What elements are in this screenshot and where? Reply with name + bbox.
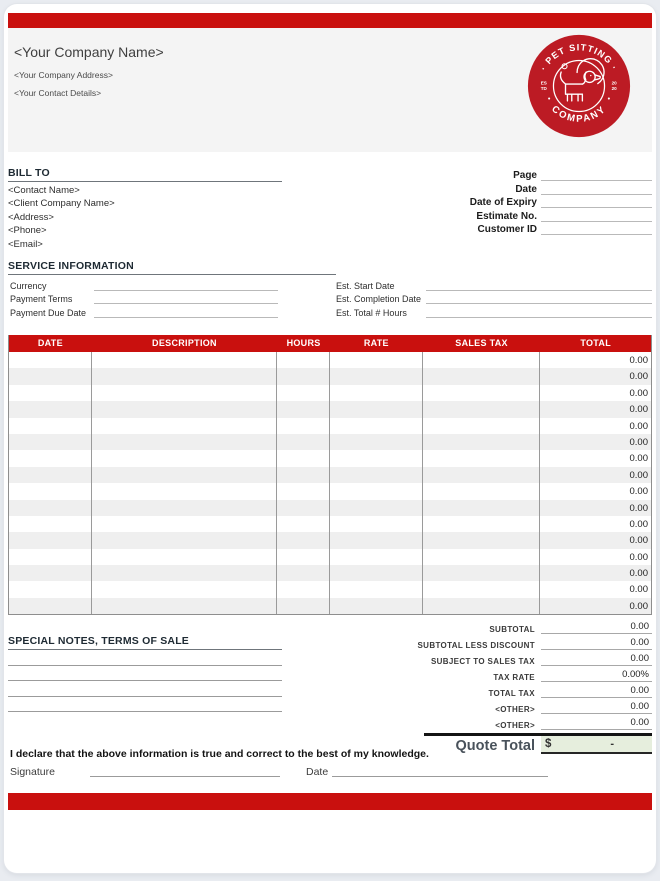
items-table-row [9, 598, 651, 614]
items-table-header-row [9, 335, 651, 352]
totals-value[interactable]: 0.00 [541, 637, 652, 650]
declaration-text: I declare that the above information is true and correct to the best of my knowledge. [10, 748, 429, 760]
totals-label: TOTAL TAX [488, 689, 535, 698]
item-cell-description[interactable] [92, 500, 277, 516]
item-cell-rate[interactable] [330, 385, 423, 401]
service-info-label: Est. Total # Hours [336, 307, 407, 318]
item-cell-date[interactable] [9, 368, 92, 384]
item-cell-date[interactable] [9, 598, 92, 614]
item-cell-description[interactable] [92, 352, 277, 368]
signature-label: Signature [10, 766, 55, 778]
item-cell-hours[interactable] [277, 418, 330, 434]
items-col-header-description: DESCRIPTION [152, 338, 217, 348]
meta-field-row [352, 208, 652, 221]
item-cell-hours[interactable] [277, 598, 330, 614]
item-cell-date[interactable] [9, 352, 92, 368]
item-cell-sales-tax[interactable] [423, 598, 541, 614]
item-cell-total[interactable]: 0.00 [629, 600, 648, 612]
currency-symbol: $ [545, 738, 552, 750]
totals-label: TAX RATE [493, 673, 535, 682]
meta-field-input-line[interactable] [541, 184, 652, 195]
item-cell-total[interactable]: 0.00 [629, 518, 648, 530]
item-cell-date[interactable] [9, 581, 92, 597]
items-col-header-hours: HOURS [286, 338, 321, 348]
item-cell-rate[interactable] [330, 368, 423, 384]
item-cell-sales-tax[interactable] [423, 532, 541, 548]
item-cell-date[interactable] [9, 385, 92, 401]
item-cell-date[interactable] [9, 516, 92, 532]
item-cell-date[interactable] [9, 401, 92, 417]
item-cell-total[interactable]: 0.00 [629, 387, 648, 399]
item-cell-sales-tax[interactable] [423, 450, 541, 466]
quote-total-cell[interactable] [541, 736, 652, 754]
item-cell-total[interactable]: 0.00 [629, 502, 648, 514]
item-cell-description[interactable] [92, 418, 277, 434]
item-cell-rate[interactable] [330, 450, 423, 466]
totals-value[interactable]: 0.00 [541, 653, 652, 666]
meta-field-input-line[interactable] [541, 197, 652, 208]
item-cell-description[interactable] [92, 598, 277, 614]
totals-label: SUBJECT TO SALES TAX [430, 657, 535, 666]
logo-top-text: · PET SITTING · [538, 42, 620, 73]
item-cell-description[interactable] [92, 368, 277, 384]
items-table-row [9, 532, 651, 548]
item-cell-total[interactable]: 0.00 [629, 551, 648, 563]
items-col-header-rate: RATE [363, 338, 389, 348]
special-notes-lines [8, 650, 282, 712]
service-info-label: Est. Completion Date [336, 294, 422, 305]
meta-field-row [352, 181, 652, 194]
item-cell-hours[interactable] [277, 483, 330, 499]
items-col-header-sales-tax: SALES TAX [455, 338, 508, 348]
item-cell-date[interactable] [9, 418, 92, 434]
item-cell-sales-tax[interactable] [423, 483, 541, 499]
service-info-row [8, 291, 282, 305]
service-information-section [8, 260, 652, 318]
line-items-table [8, 335, 652, 615]
item-cell-date[interactable] [9, 483, 92, 499]
top-accent-bar [8, 13, 652, 28]
item-cell-hours[interactable] [277, 581, 330, 597]
company-name: <Your Company Name> [14, 44, 164, 60]
meta-field-label: Customer ID [477, 223, 537, 235]
item-cell-description[interactable] [92, 483, 277, 499]
logo-estd-line1: ES [540, 80, 547, 86]
bill-to-line: <Email> [8, 238, 43, 250]
items-table-row [9, 368, 651, 384]
logo-year-line1: 20 [611, 80, 617, 86]
bill-to-line: <Client Company Name> [8, 198, 115, 210]
item-cell-total[interactable]: 0.00 [629, 404, 648, 416]
items-table-row [9, 385, 651, 401]
notes-blank-line[interactable] [8, 650, 282, 666]
totals-row [338, 698, 652, 714]
item-cell-date[interactable] [9, 467, 92, 483]
items-table-row [9, 467, 651, 483]
service-info-row [334, 304, 652, 318]
item-cell-total[interactable]: 0.00 [629, 535, 648, 547]
item-cell-sales-tax[interactable] [423, 352, 541, 368]
item-cell-hours[interactable] [277, 450, 330, 466]
totals-row [338, 682, 652, 698]
items-table-body [9, 352, 651, 614]
totals-label: SUBTOTAL [489, 625, 535, 634]
service-info-input-line[interactable] [426, 308, 652, 318]
meta-field-input-line[interactable] [541, 170, 652, 181]
item-cell-description[interactable] [92, 565, 277, 581]
item-cell-date[interactable] [9, 434, 92, 450]
service-info-input-line[interactable] [426, 281, 652, 291]
items-table-row [9, 483, 651, 499]
items-table-row [9, 401, 651, 417]
item-cell-total[interactable]: 0.00 [629, 355, 648, 366]
items-col-header-total: TOTAL [580, 338, 612, 348]
item-cell-total[interactable]: 0.00 [629, 568, 648, 580]
logo-dot-right [608, 97, 610, 99]
estimate-document [4, 4, 656, 873]
item-cell-date[interactable] [9, 500, 92, 516]
item-cell-sales-tax[interactable] [423, 368, 541, 384]
item-cell-hours[interactable] [277, 368, 330, 384]
meta-field-row [352, 222, 652, 235]
company-address: <Your Company Address> [14, 70, 113, 80]
totals-rows [338, 618, 652, 730]
signature-row [4, 762, 656, 778]
quote-total-value: - [610, 738, 614, 750]
logo-year-line2: 20 [611, 85, 617, 91]
service-information-title: SERVICE INFORMATION [8, 260, 336, 275]
item-cell-sales-tax[interactable] [423, 467, 541, 483]
item-cell-sales-tax[interactable] [423, 549, 541, 565]
totals-row [338, 714, 652, 730]
meta-field-row [352, 168, 652, 181]
item-cell-rate[interactable] [330, 598, 423, 614]
items-table-row [9, 418, 651, 434]
item-cell-rate[interactable] [330, 434, 423, 450]
totals-row [338, 666, 652, 682]
service-info-row [334, 277, 652, 291]
item-cell-sales-tax[interactable] [423, 418, 541, 434]
totals-row [338, 618, 652, 634]
item-cell-total[interactable]: 0.00 [629, 486, 648, 498]
items-table-row [9, 565, 651, 581]
signature-date-label: Date [306, 766, 329, 778]
items-col-header-date: DATE [37, 338, 63, 348]
service-info-input-line[interactable] [94, 294, 278, 304]
company-contact: <Your Contact Details> [14, 88, 102, 98]
items-table-row [9, 549, 651, 565]
item-cell-total[interactable]: 0.00 [629, 371, 648, 383]
item-cell-total[interactable]: 0.00 [629, 584, 648, 596]
item-cell-rate[interactable] [330, 516, 423, 532]
item-cell-hours[interactable] [277, 401, 330, 417]
item-cell-date[interactable] [9, 565, 92, 581]
item-cell-description[interactable] [92, 581, 277, 597]
items-table-row [9, 450, 651, 466]
item-cell-sales-tax[interactable] [423, 516, 541, 532]
service-info-input-line[interactable] [94, 281, 278, 291]
bill-to-lines [8, 182, 282, 249]
item-cell-sales-tax[interactable] [423, 434, 541, 450]
item-cell-hours[interactable] [277, 516, 330, 532]
bill-to-section [8, 167, 282, 249]
item-cell-description[interactable] [92, 532, 277, 548]
item-cell-sales-tax[interactable] [423, 500, 541, 516]
item-cell-sales-tax[interactable] [423, 401, 541, 417]
service-info-label: Payment Due Date [10, 307, 87, 318]
item-cell-total[interactable]: 0.00 [629, 436, 648, 448]
service-info-input-line[interactable] [94, 308, 278, 318]
meta-field-label: Date [515, 183, 537, 195]
item-cell-hours[interactable] [277, 467, 330, 483]
item-cell-total[interactable]: 0.00 [629, 453, 648, 465]
item-cell-description[interactable] [92, 450, 277, 466]
totals-value[interactable]: 0.00 [541, 701, 652, 714]
item-cell-rate[interactable] [330, 401, 423, 417]
items-table-row [9, 516, 651, 532]
service-info-row [8, 304, 282, 318]
item-cell-hours[interactable] [277, 434, 330, 450]
meta-field-label: Date of Expiry [469, 197, 537, 209]
item-cell-rate[interactable] [330, 581, 423, 597]
item-cell-description[interactable] [92, 549, 277, 565]
item-cell-rate[interactable] [330, 500, 423, 516]
logo-dot-left [548, 97, 550, 99]
totals-row [338, 650, 652, 666]
item-cell-hours[interactable] [277, 352, 330, 368]
service-info-input-line[interactable] [426, 294, 652, 304]
logo-estd-line2: TD [540, 85, 547, 91]
totals-label: <OTHER> [495, 705, 535, 714]
item-cell-description[interactable] [92, 401, 277, 417]
company-header [8, 28, 652, 152]
item-cell-date[interactable] [9, 549, 92, 565]
totals-value[interactable]: 0.00 [541, 717, 652, 730]
item-cell-description[interactable] [92, 467, 277, 483]
item-cell-rate[interactable] [330, 467, 423, 483]
item-cell-rate[interactable] [330, 565, 423, 581]
items-table-row [9, 500, 651, 516]
items-table-row [9, 352, 651, 368]
totals-label: <OTHER> [495, 721, 535, 730]
item-cell-hours[interactable] [277, 565, 330, 581]
item-cell-total[interactable]: 0.00 [629, 420, 648, 432]
bill-to-line: <Contact Name> [8, 185, 80, 196]
totals-value[interactable]: 0.00% [541, 669, 652, 682]
notes-blank-line[interactable] [8, 681, 282, 697]
quote-total-label: Quote Total [455, 738, 535, 754]
meta-field-label: Estimate No. [476, 210, 537, 222]
meta-field-input-line[interactable] [541, 224, 652, 235]
item-cell-sales-tax[interactable] [423, 385, 541, 401]
meta-field-row [352, 195, 652, 208]
item-cell-rate[interactable] [330, 549, 423, 565]
item-cell-date[interactable] [9, 450, 92, 466]
estimate-meta-fields [352, 168, 652, 235]
item-cell-description[interactable] [92, 516, 277, 532]
item-cell-description[interactable] [92, 385, 277, 401]
service-info-label: Currency [10, 280, 47, 291]
service-info-label: Est. Start Date [336, 280, 395, 291]
bill-to-line: <Phone> [8, 225, 47, 237]
bottom-accent-bar [8, 793, 652, 810]
special-notes-title: SPECIAL NOTES, TERMS OF SALE [8, 635, 282, 650]
item-cell-hours[interactable] [277, 532, 330, 548]
item-cell-date[interactable] [9, 532, 92, 548]
meta-field-label: Page [513, 170, 537, 182]
service-info-left-column [8, 277, 282, 318]
totals-value[interactable]: 0.00 [541, 621, 652, 634]
bill-to-line: <Address> [8, 211, 54, 223]
item-cell-sales-tax[interactable] [423, 581, 541, 597]
service-info-right-column [334, 277, 652, 318]
item-cell-hours[interactable] [277, 549, 330, 565]
meta-field-input-line[interactable] [541, 211, 652, 222]
item-cell-rate[interactable] [330, 352, 423, 368]
item-cell-sales-tax[interactable] [423, 565, 541, 581]
service-info-label: Payment Terms [10, 294, 73, 305]
item-cell-description[interactable] [92, 434, 277, 450]
bill-to-title: BILL TO [8, 167, 282, 182]
item-cell-hours[interactable] [277, 500, 330, 516]
item-cell-hours[interactable] [277, 385, 330, 401]
special-notes-section [8, 635, 282, 712]
service-info-row [8, 277, 282, 291]
items-table-row [9, 434, 651, 450]
logo-bottom-text: COMPANY [549, 103, 609, 125]
item-cell-rate[interactable] [330, 483, 423, 499]
notes-blank-line[interactable] [8, 697, 282, 713]
signature-input-line[interactable] [90, 776, 280, 777]
totals-value[interactable]: 0.00 [541, 685, 652, 698]
service-info-row [334, 291, 652, 305]
pet-sitting-company-logo [526, 33, 632, 139]
item-cell-rate[interactable] [330, 418, 423, 434]
items-table-row [9, 581, 651, 597]
signature-date-input-line[interactable] [332, 776, 548, 777]
item-cell-rate[interactable] [330, 532, 423, 548]
quote-total-row [424, 733, 652, 754]
item-cell-total[interactable]: 0.00 [629, 469, 648, 481]
totals-row [338, 634, 652, 650]
notes-blank-line[interactable] [8, 666, 282, 682]
totals-section [338, 618, 652, 754]
totals-label: SUBTOTAL LESS DISCOUNT [417, 641, 535, 650]
